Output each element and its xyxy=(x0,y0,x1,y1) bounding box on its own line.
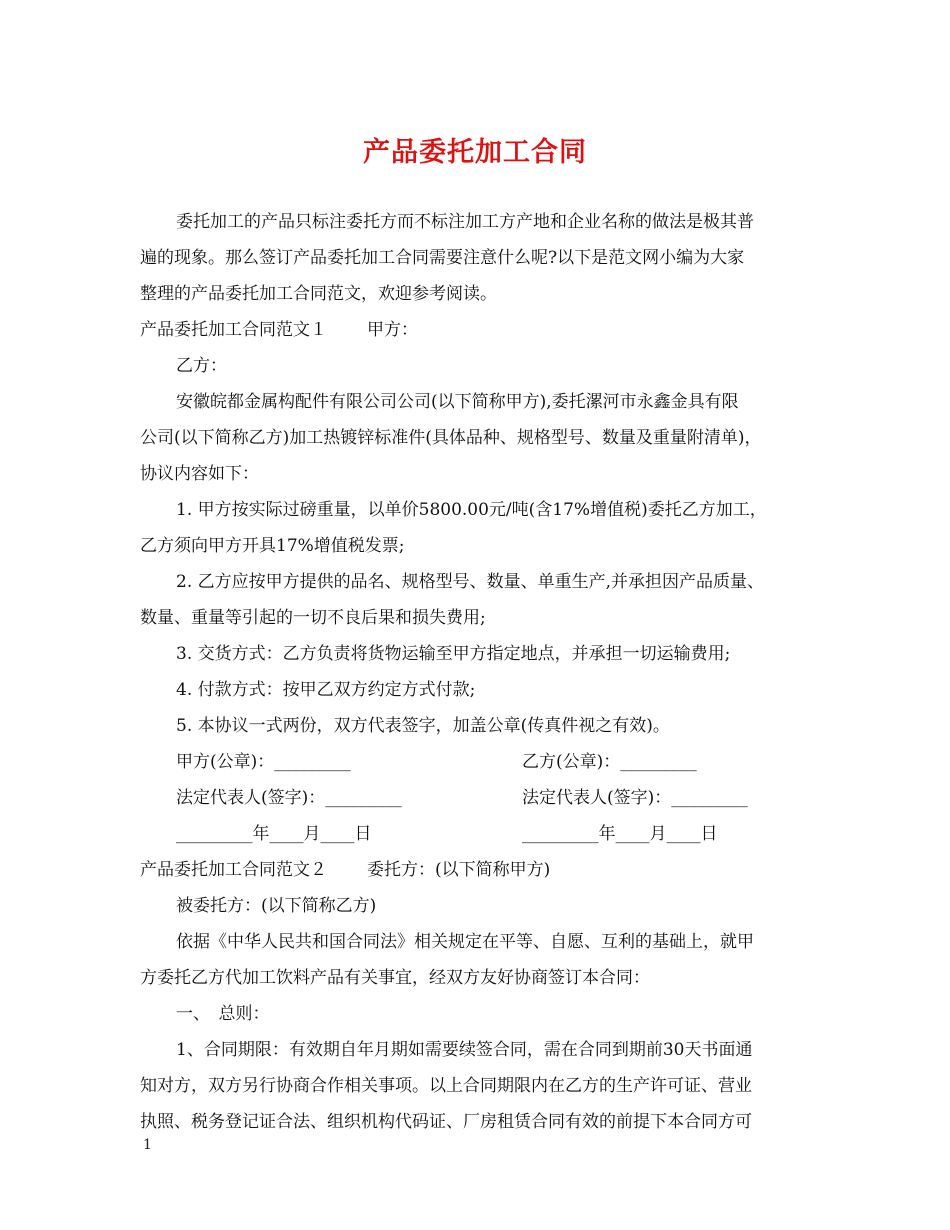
contract-paragraph: 方委托乙方代加工饮料产品有关事宜，经双方友好协商签订本合同： xyxy=(140,968,650,988)
page-number: 1 xyxy=(143,1137,152,1153)
signature-party-b-date: _________年____月____日 xyxy=(522,824,718,844)
signature-party-b-rep: 法定代表人(签字)：_________ xyxy=(522,788,748,808)
clause-line: 知对方，双方另行协商合作相关事项。以上合同期限内在乙方的生产许可证、营业 xyxy=(140,1076,752,1096)
contractor-label: 被委托方：(以下简称乙方) xyxy=(176,896,377,916)
contract-paragraph: 公司(以下简称乙方)加工热镀锌标准件(具体品种、规格型号、数量及重量附清单)， xyxy=(140,428,762,448)
intro-line: 委托加工的产品只标注委托方而不标注加工方产地和企业名称的做法是极其普 xyxy=(176,212,754,232)
party-b-label: 乙方： xyxy=(176,356,227,376)
clause-line: 2. 乙方应按甲方提供的品名、规格型号、数量、单重生产,并承担因产品质量、 xyxy=(176,572,765,592)
document-title: 产品委托加工合同 xyxy=(363,137,587,168)
sample2-heading-row xyxy=(140,858,820,882)
signature-party-a-date: _________年____月____日 xyxy=(176,824,372,844)
sample2-heading: 产品委托加工合同范文２ xyxy=(140,860,327,880)
clause-line: 1. 甲方按实际过磅重量，以单价5800.00元/吨(含17%增值税)委托乙方加工， xyxy=(176,500,767,520)
signature-party-a-seal: 甲方(公章)：_________ xyxy=(176,752,351,772)
signature-party-a-rep: 法定代表人(签字)：_________ xyxy=(176,788,402,808)
sample1-heading: 产品委托加工合同范文１ xyxy=(140,320,327,340)
clause-line: 数量、重量等引起的一切不良后果和损失费用; xyxy=(140,608,486,628)
contract-paragraph: 安徽皖都金属构配件有限公司公司(以下简称甲方),委托漯河市永鑫金具有限 xyxy=(176,392,739,412)
contract-paragraph: 依据《中华人民共和国合同法》相关规定在平等、自愿、互利的基础上，就甲 xyxy=(176,932,754,952)
clause-line: 3. 交货方式：乙方负责将货物运输至甲方指定地点，并承担一切运输费用; xyxy=(176,644,731,664)
clause-line: 乙方须向甲方开具17%增值税发票; xyxy=(140,536,405,556)
clause-line: 执照、税务登记证合法、组织机构代码证、厂房租赁合同有效的前提下本合同方可 xyxy=(140,1112,752,1132)
clause-line: 4. 付款方式：按甲乙双方约定方式付款; xyxy=(176,680,476,700)
clause-line: 5. 本协议一式两份，双方代表签字，加盖公章(传真件视之有效)。 xyxy=(176,716,670,736)
party-a-label: 甲方： xyxy=(367,320,418,340)
client-label: 委托方：(以下简称甲方) xyxy=(367,860,551,880)
sample1-heading-row xyxy=(140,318,820,342)
contract-paragraph: 协议内容如下： xyxy=(140,464,259,484)
clause-line: 1、合同期限：有效期自年月期如需要续签合同，需在合同到期前30天书面通 xyxy=(176,1040,753,1060)
intro-line: 整理的产品委托加工合同范文，欢迎参考阅读。 xyxy=(140,284,497,304)
intro-line: 遍的现象。那么签订产品委托加工合同需要注意什么呢?以下是范文网小编为大家 xyxy=(140,248,745,268)
section-heading: 一、 总则： xyxy=(176,1004,270,1024)
signature-party-b-seal: 乙方(公章)：_________ xyxy=(522,752,697,772)
